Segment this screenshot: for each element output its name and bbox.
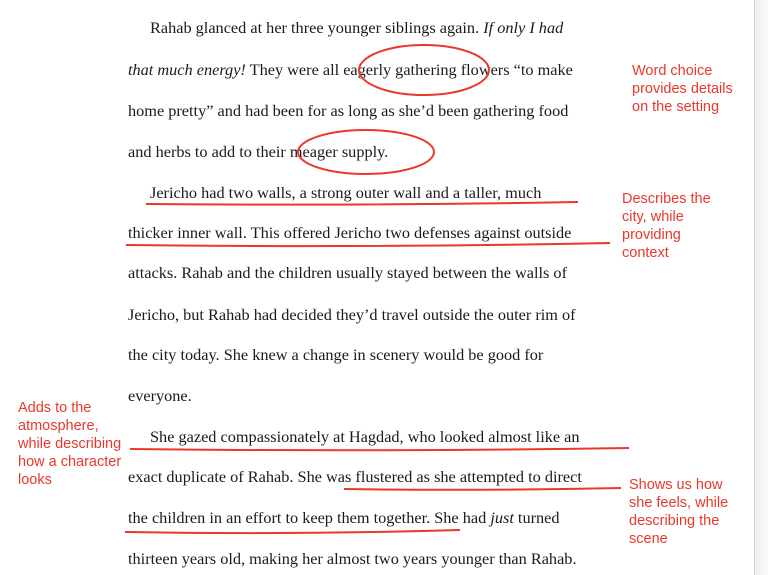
underline-flustered-1 <box>344 488 621 490</box>
annotation-line: how a character <box>18 454 122 470</box>
passage-line: Rahab glanced at her three younger siblings again. If only I had <box>150 18 564 37</box>
passage-line: and herbs to add to their meager supply. <box>128 142 389 161</box>
underline-flustered-2 <box>125 530 460 533</box>
passage-line: attacks. Rahab and the children usually stayed between the walls of <box>128 263 567 282</box>
annotation-line: provides details <box>632 81 733 97</box>
annotation-line: Shows us how <box>629 477 723 493</box>
annotation-atmosphere <box>18 399 121 489</box>
annotation-line: Word choice <box>632 63 713 79</box>
underline-hagdad <box>130 448 629 450</box>
circle-eagerly-gathering <box>359 45 489 95</box>
passage-line: everyone. <box>128 386 192 405</box>
underline-walls-2 <box>126 243 610 246</box>
passage-line: the city today. She knew a change in scenery would be good for <box>128 345 544 364</box>
circle-meager-supply <box>298 130 434 174</box>
passage-line: She gazed compassionately at Hagdad, who looked almost like an <box>150 427 580 446</box>
annotation-line: on the setting <box>632 99 720 115</box>
passage-line: thirteen years old, making her almost two years younger than Rahab. <box>128 549 577 568</box>
annotation-line: providing <box>622 227 681 243</box>
annotation-word-choice <box>632 62 733 116</box>
annotation-describes-city <box>622 190 711 262</box>
annotation-feelings <box>629 476 728 548</box>
annotation-line: Adds to the <box>18 400 92 416</box>
annotation-line: while describing <box>18 436 122 452</box>
annotation-line: Describes the <box>622 191 711 207</box>
annotation-line: looks <box>18 472 52 488</box>
passage-line: exact duplicate of Rahab. She was flustered as she attempted to direct <box>128 467 582 486</box>
annotation-line: scene <box>629 531 668 547</box>
passage-line: home pretty” and had been for as long as she’d been gathering food <box>128 101 569 120</box>
passage-line: that much energy! They were all eagerly gathering flowers “to make <box>128 60 573 79</box>
passage-line: the children in an effort to keep them together. She had just turned <box>128 508 560 527</box>
passage-line: Jericho, but Rahab had decided they’d travel outside the outer rim of <box>128 305 576 324</box>
underline-walls-1 <box>146 202 578 205</box>
annotation-line: describing the <box>629 513 720 529</box>
passage-line: Jericho had two walls, a strong outer wall and a taller, much <box>150 183 542 202</box>
passage-line: thicker inner wall. This offered Jericho two defenses against outside <box>128 223 572 242</box>
annotation-line: city, while <box>622 209 684 225</box>
annotation-line: she feels, while <box>629 495 729 511</box>
annotation-line: atmosphere, <box>18 418 99 434</box>
annotation-line: context <box>622 245 669 261</box>
